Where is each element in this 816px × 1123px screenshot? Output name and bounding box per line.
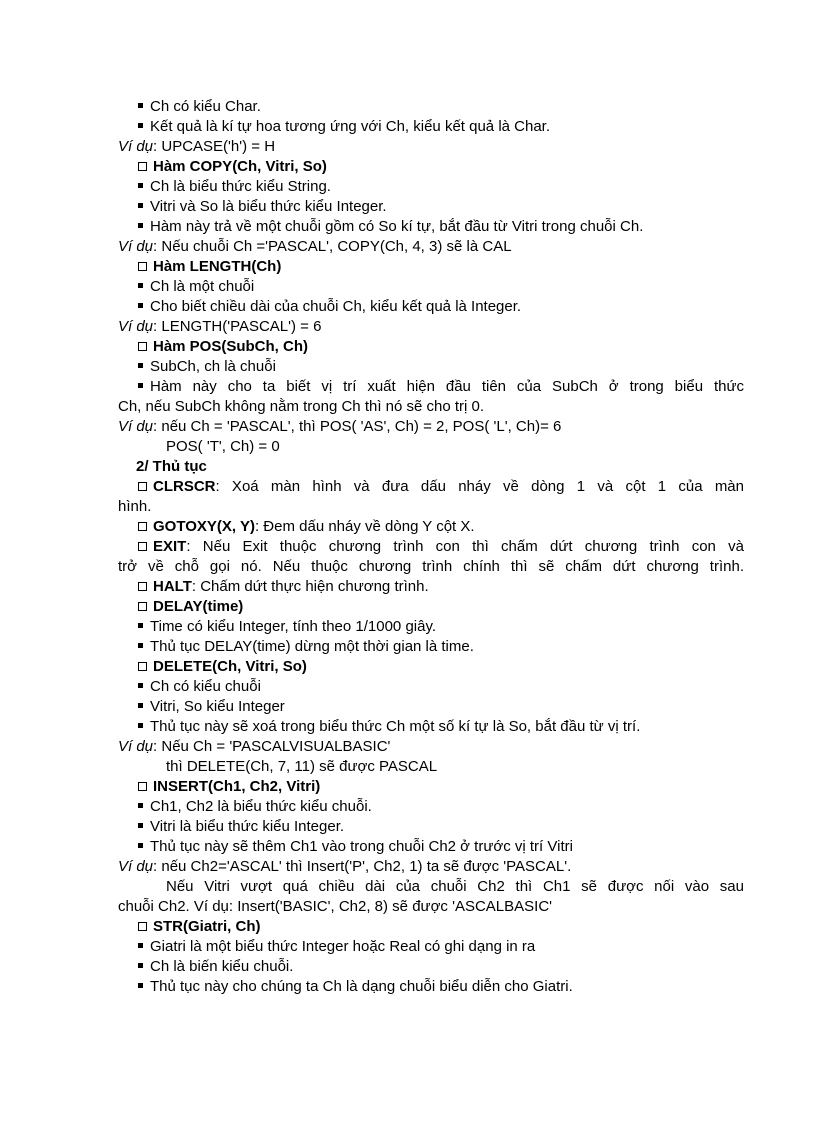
bullet-line: Time có kiểu Integer, tính theo 1/1000 giây. bbox=[118, 617, 764, 637]
bullet-icon bbox=[138, 723, 143, 728]
example-line: Ví dụ: Nếu chuỗi Ch ='PASCAL', COPY(Ch, 4, 3) sẽ là CAL bbox=[118, 238, 512, 255]
paragraph-line: trở về chỗ gọi nó. Nếu thuộc chương trình chính thì sẽ chấm dứt chương trình. bbox=[118, 558, 744, 575]
checkbox-square-icon bbox=[138, 782, 147, 791]
checkbox-square-icon bbox=[138, 522, 147, 531]
bullet-line: Giatri là một biểu thức Integer hoặc Real có ghi dạng in ra bbox=[118, 937, 764, 957]
procedure-line: HALT: Chấm dứt thực hiện chương trình. bbox=[118, 577, 764, 597]
bullet-line: Vitri, So kiểu Integer bbox=[118, 697, 764, 717]
bullet-line: Kết quả là kí tự hoa tương ứng với Ch, kiểu kết quả là Char. bbox=[118, 117, 764, 137]
bullet-line: Ch có kiểu chuỗi bbox=[118, 677, 764, 697]
bullet-icon bbox=[138, 623, 143, 628]
example-line: Ví dụ: Nếu Ch = 'PASCALVISUALBASIC' bbox=[118, 738, 391, 755]
procedure-heading: DELETE(Ch, Vitri, So) bbox=[118, 657, 764, 677]
bullet-icon bbox=[138, 283, 143, 288]
bullet-line: Hàm này trả về một chuỗi gồm có So kí tự, bắt đầu từ Vitri trong chuỗi Ch. bbox=[118, 217, 764, 237]
example-line: Ví dụ: nếu Ch = 'PASCAL', thì POS( 'AS', Ch) = 2, POS( 'L', Ch)= 6 bbox=[118, 418, 562, 435]
function-heading: Hàm COPY(Ch, Vitri, So) bbox=[118, 157, 764, 177]
bullet-icon bbox=[138, 303, 143, 308]
bullet-icon bbox=[138, 843, 143, 848]
bullet-icon bbox=[138, 123, 143, 128]
bullet-icon bbox=[138, 963, 143, 968]
bullet-line: Thủ tục này sẽ thêm Ch1 vào trong chuỗi Ch2 ở trước vị trí Vitri bbox=[118, 837, 764, 857]
bullet-line: Cho biết chiều dài của chuỗi Ch, kiểu kết quả là Integer. bbox=[118, 297, 764, 317]
bullet-line: Ch1, Ch2 là biểu thức kiểu chuỗi. bbox=[118, 797, 764, 817]
bullet-icon bbox=[138, 643, 143, 648]
paragraph-line: chuỗi Ch2. Ví dụ: Insert('BASIC', Ch2, 8) sẽ được 'ASCALBASIC' bbox=[118, 898, 553, 915]
paragraph-line: Nếu Vitri vượt quá chiều dài của chuỗi Ch2 thì Ch1 sẽ được nối vào sau bbox=[166, 878, 744, 895]
bullet-line: Hàm này cho ta biết vị trí xuất hiện đầu tiên của SubCh ở trong biểu thức bbox=[118, 377, 744, 397]
function-heading: Hàm LENGTH(Ch) bbox=[118, 257, 764, 277]
example-continuation: thì DELETE(Ch, 7, 11) sẽ được PASCAL bbox=[166, 758, 438, 775]
checkbox-square-icon bbox=[138, 542, 147, 551]
checkbox-square-icon bbox=[138, 922, 147, 931]
procedure-line: EXIT: Nếu Exit thuộc chương trình con thì chấm dứt chương trình con và bbox=[118, 537, 744, 557]
function-heading: Hàm POS(SubCh, Ch) bbox=[118, 337, 764, 357]
bullet-line: Thủ tục DELAY(time) dừng một thời gian là time. bbox=[118, 637, 764, 657]
bullet-line: Ch có kiểu Char. bbox=[118, 97, 764, 117]
bullet-line: SubCh, ch là chuỗi bbox=[118, 357, 764, 377]
example-continuation: POS( 'T', Ch) = 0 bbox=[166, 438, 280, 455]
paragraph-line: Ch, nếu SubCh không nằm trong Ch thì nó sẽ cho trị 0. bbox=[118, 398, 485, 415]
bullet-icon bbox=[138, 383, 143, 388]
bullet-icon bbox=[138, 703, 143, 708]
example-line: Ví dụ: nếu Ch2='ASCAL' thì Insert('P', Ch2, 1) ta sẽ được 'PASCAL'. bbox=[118, 858, 572, 875]
checkbox-square-icon bbox=[138, 342, 147, 351]
bullet-icon bbox=[138, 803, 143, 808]
bullet-line: Ch là biến kiểu chuỗi. bbox=[118, 957, 764, 977]
checkbox-square-icon bbox=[138, 162, 147, 171]
bullet-icon bbox=[138, 823, 143, 828]
bullet-line: Thủ tục này cho chúng ta Ch là dạng chuỗi biểu diễn cho Giatri. bbox=[118, 977, 764, 997]
bullet-line: Ch là một chuỗi bbox=[118, 277, 764, 297]
bullet-line: Vitri và So là biểu thức kiểu Integer. bbox=[118, 197, 764, 217]
bullet-icon bbox=[138, 183, 143, 188]
bullet-icon bbox=[138, 223, 143, 228]
procedure-line: GOTOXY(X, Y): Đem dấu nháy về dòng Y cột X. bbox=[118, 517, 764, 537]
procedure-line: CLRSCR: Xoá màn hình và đưa dấu nháy về dòng 1 và cột 1 của màn bbox=[118, 477, 744, 497]
example-line: Ví dụ: UPCASE('h') = H bbox=[118, 138, 276, 155]
bullet-icon bbox=[138, 103, 143, 108]
checkbox-square-icon bbox=[138, 582, 147, 591]
checkbox-square-icon bbox=[138, 262, 147, 271]
bullet-icon bbox=[138, 203, 143, 208]
bullet-line: Thủ tục này sẽ xoá trong biểu thức Ch một số kí tự là So, bắt đầu từ vị trí. bbox=[118, 717, 764, 737]
example-line: Ví dụ: LENGTH('PASCAL') = 6 bbox=[118, 318, 322, 335]
section-heading: 2/ Thủ tục bbox=[136, 458, 207, 475]
procedure-heading: DELAY(time) bbox=[118, 597, 764, 617]
bullet-icon bbox=[138, 363, 143, 368]
checkbox-square-icon bbox=[138, 662, 147, 671]
procedure-heading: STR(Giatri, Ch) bbox=[118, 917, 764, 937]
paragraph-line: hình. bbox=[118, 498, 152, 515]
procedure-heading: INSERT(Ch1, Ch2, Vitri) bbox=[118, 777, 764, 797]
bullet-line: Ch là biểu thức kiểu String. bbox=[118, 177, 764, 197]
bullet-icon bbox=[138, 683, 143, 688]
bullet-line: Vitri là biểu thức kiểu Integer. bbox=[118, 817, 764, 837]
bullet-icon bbox=[138, 983, 143, 988]
bullet-icon bbox=[138, 943, 143, 948]
checkbox-square-icon bbox=[138, 482, 147, 491]
checkbox-square-icon bbox=[138, 602, 147, 611]
